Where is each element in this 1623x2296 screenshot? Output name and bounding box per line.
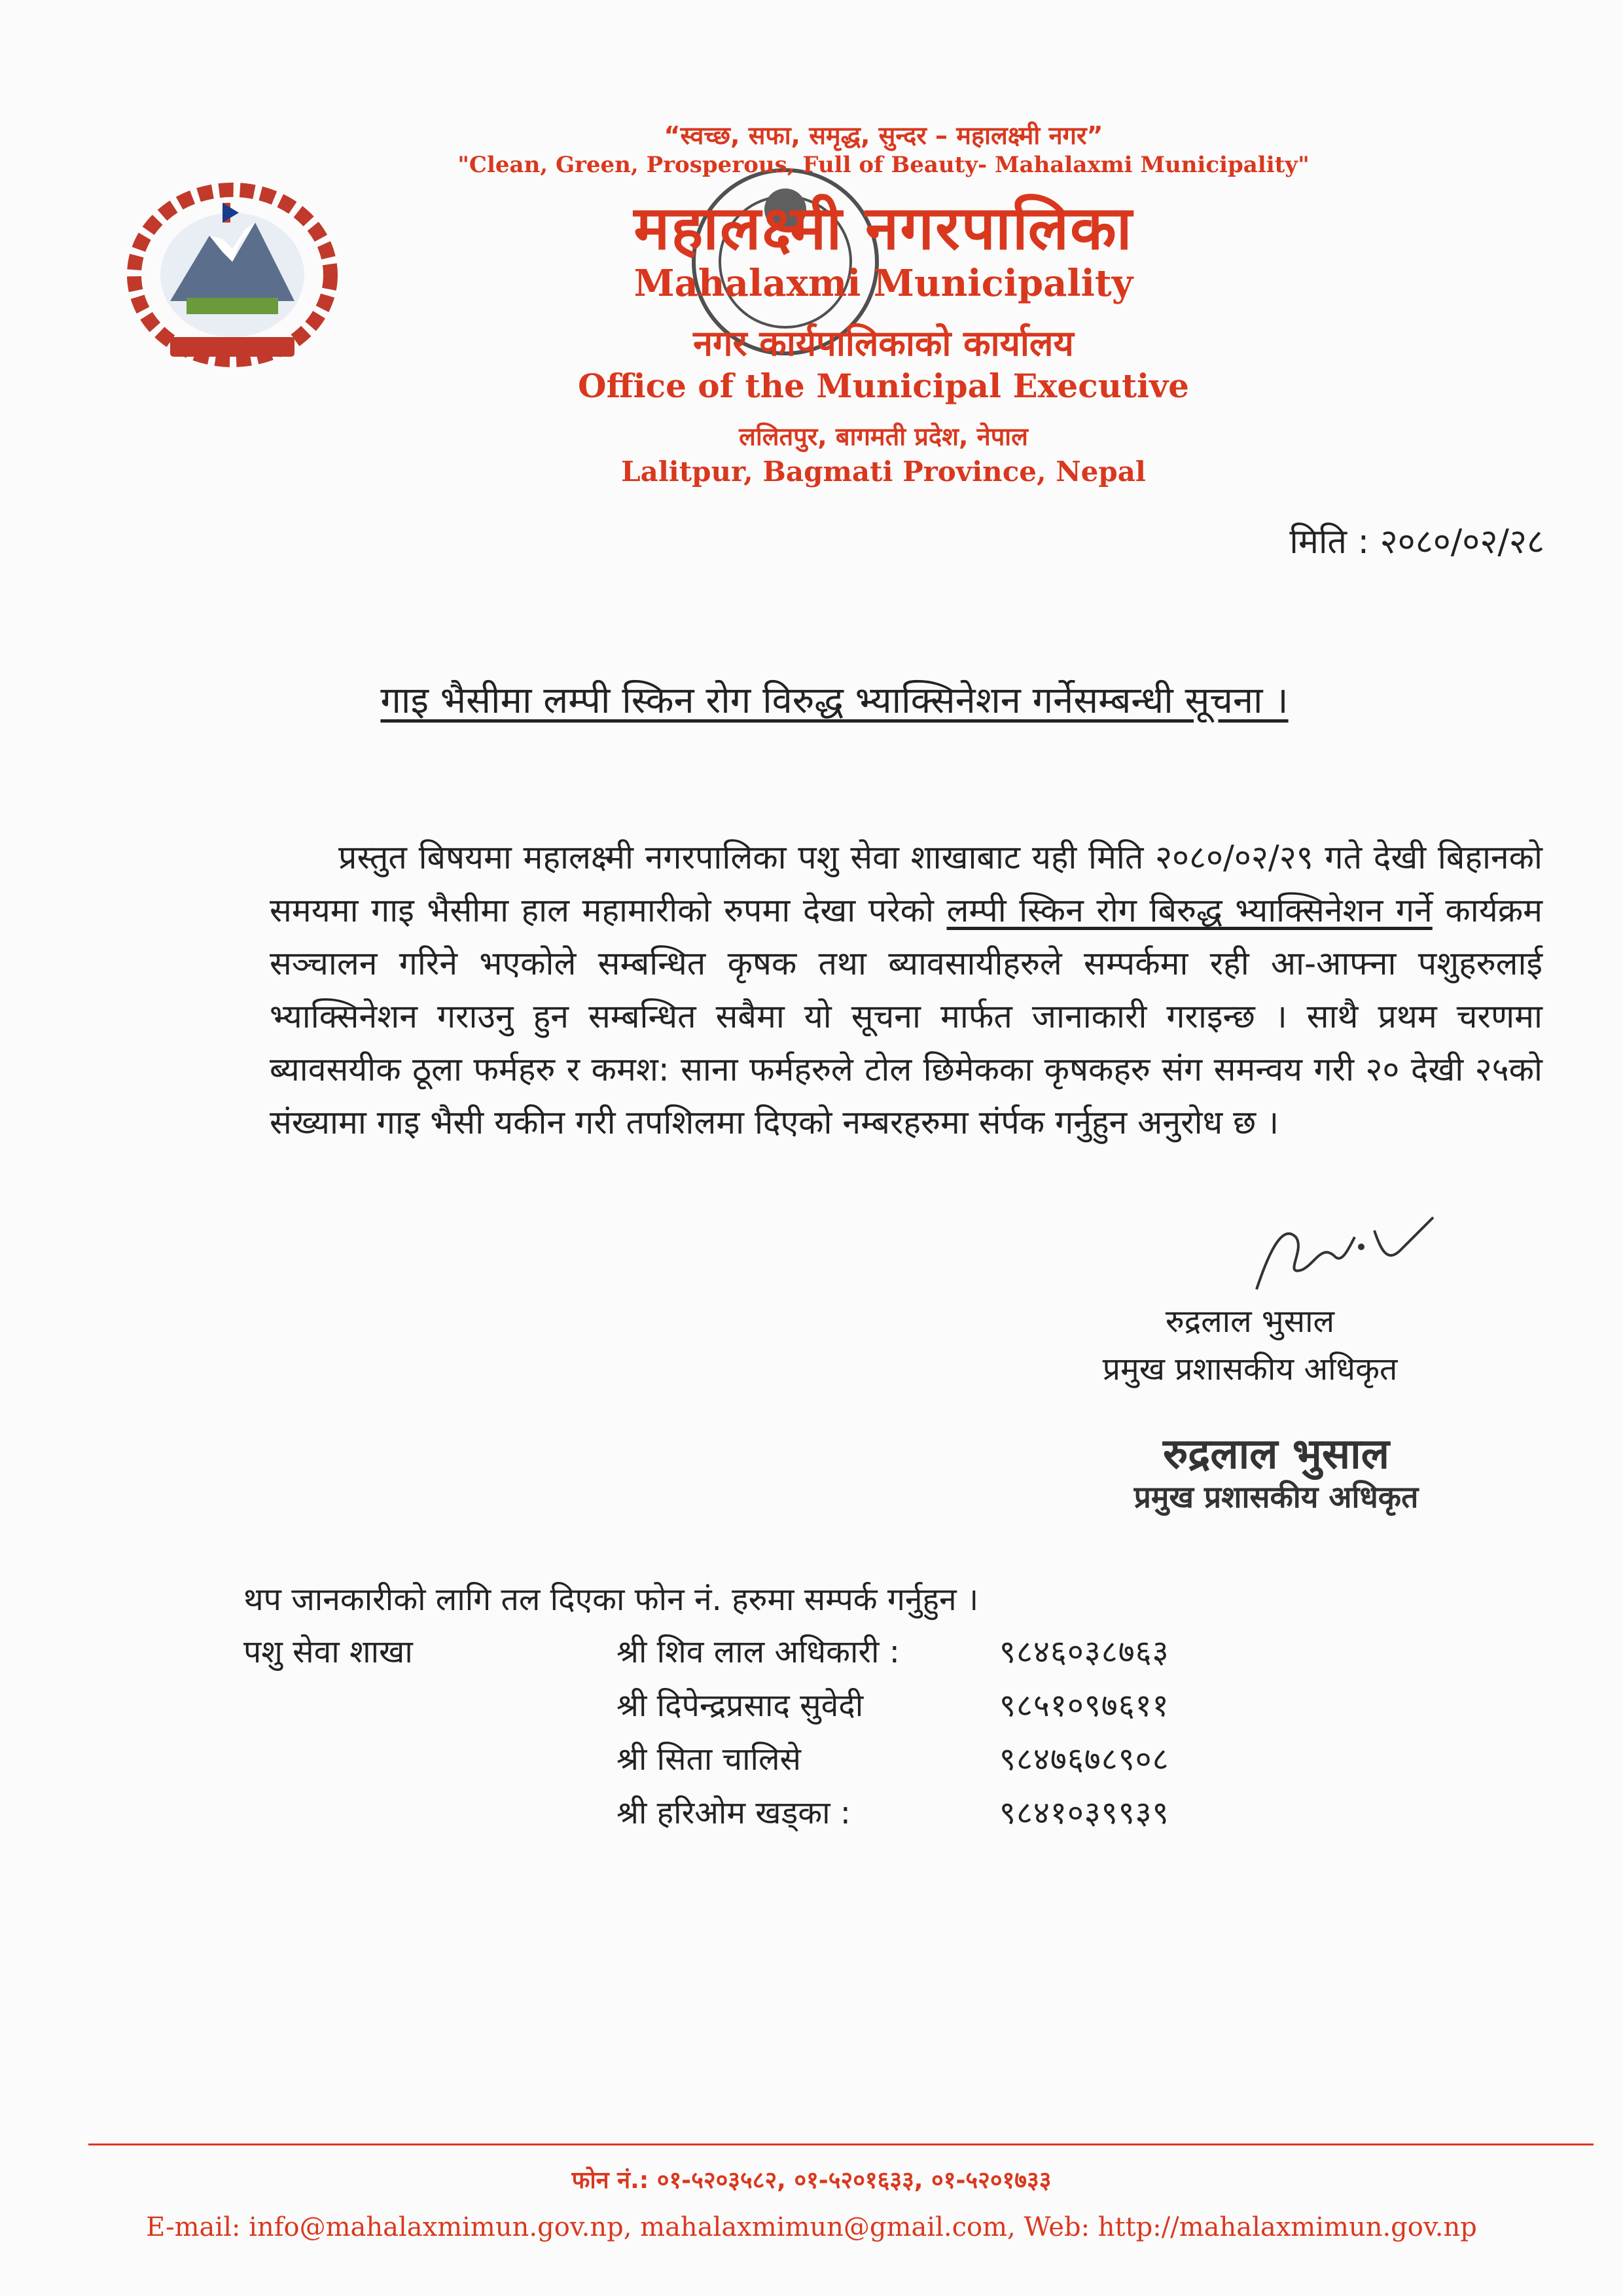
contact-name: श्री हरिओम खड्का : xyxy=(616,1795,851,1831)
nepal-emblem-icon xyxy=(124,177,340,373)
notice-subject: गाइ भैसीमा लम्पी स्किन रोग विरुद्ध भ्याक्सिनेशन गर्नेसम्बन्धी सूचना । xyxy=(380,679,1289,722)
notice-paragraph xyxy=(270,831,1543,1149)
body-text-underlined: लम्पी स्किन रोग बिरुद्ध भ्याक्सिनेशन गर्ने xyxy=(946,891,1433,929)
footer-phone: फोन नं.: ०१-५२०३५८२, ०१-५२०१६३३, ०१-५२०१७३३ xyxy=(571,2167,1052,2194)
stamp-name: रुद्रलाल भुसाल xyxy=(1162,1430,1390,1479)
signatory-name: रुद्रलाल भुसाल xyxy=(1165,1303,1335,1340)
footer-divider xyxy=(88,2144,1594,2145)
address-nepali: ललितपुर, बागमती प्रदेश, नेपाल xyxy=(739,422,1028,451)
contacts-intro: थप जानकारीको लागि तल दिएका फोन नं. हरुमा सम्पर्क गर्नुहुन । xyxy=(243,1581,979,1618)
document-date: मिति : २०८०/०२/२८ xyxy=(1289,522,1544,562)
contact-phone: ९८५१०९७६११ xyxy=(999,1687,1169,1724)
signature-icon xyxy=(1243,1211,1440,1302)
notice-body xyxy=(270,831,1543,1149)
stamp-title: प्रमुख प्रशासकीय अधिकृत xyxy=(1133,1479,1419,1515)
office-name-english: Office of the Municipal Executive xyxy=(578,367,1189,405)
municipality-name-nepali: महालक्ष्मी नगरपालिका xyxy=(633,193,1133,263)
contact-name: श्री दिपेन्द्रप्रसाद सुवेदी xyxy=(616,1687,864,1724)
contact-phone: ९८४१०३९९३९ xyxy=(999,1795,1169,1831)
footer-email-web: E-mail: info@mahalaxmimun.gov.np, mahalaxmimun@gmail.com, Web: http://mahalaxmimun.gov.np xyxy=(146,2212,1477,2242)
body-text-part1: प्रस्तुत बिषयमा महालक्ष्मी नगरपालिका पशु सेवा शाखाबाट यही मिति २०८०/०२/२९ गते देखी बिहानको समयमा गाइ भैसीमा हाल महामारीको रुपमा देखा परेको xyxy=(270,838,1543,929)
contact-phone: ९८४७६७८९०८ xyxy=(999,1741,1169,1778)
body-text-part2: कार्यक्रम सञ्चालन गरिने भएकोले सम्बन्धित कृषक तथा ब्यावसायीहरुले सम्पर्कमा रही आ-आफ्ना पशुहरुलाई भ्याक्सिनेशन गराउनु हुन सम्बन्धित सबैमा यो सूचना मार्फत जानाकारी गराइन्छ । साथै प्रथम चरणमा ब्यावसयीक ठूला फर्महरु र कमश: साना फर्महरुले टोल छिमेकका कृषकहरु संग समन्वय गरी २० देखी २५को संख्यामा गाइ भैसी यकीन गरी तपशिलमा दिएको नम्बरहरुमा संर्पक गर्नुहुन अनुरोध छ । xyxy=(270,891,1543,1141)
contact-name: श्री शिव लाल अधिकारी : xyxy=(616,1634,900,1670)
address-english: Lalitpur, Bagmati Province, Nepal xyxy=(621,456,1146,488)
contact-name: श्री सिता चालिसे xyxy=(616,1741,801,1778)
contacts-section-label: पशु सेवा शाखा xyxy=(243,1634,413,1670)
slogan-english: "Clean, Green, Prosperous, Full of Beauty- Mahalaxmi Municipality" xyxy=(457,152,1310,178)
signatory-title: प्रमुख प्रशासकीय अधिकृत xyxy=(1102,1351,1398,1388)
slogan-nepali: “स्वच्छ, सफा, समृद्ध, सुन्दर – महालक्ष्मी नगर” xyxy=(664,121,1103,150)
office-name-nepali: नगर कार्यपालिकाको कार्यालय xyxy=(693,323,1074,364)
contact-phone: ९८४६०३८७६३ xyxy=(999,1634,1169,1670)
municipality-name-english: Mahalaxmi Municipality xyxy=(633,262,1133,305)
